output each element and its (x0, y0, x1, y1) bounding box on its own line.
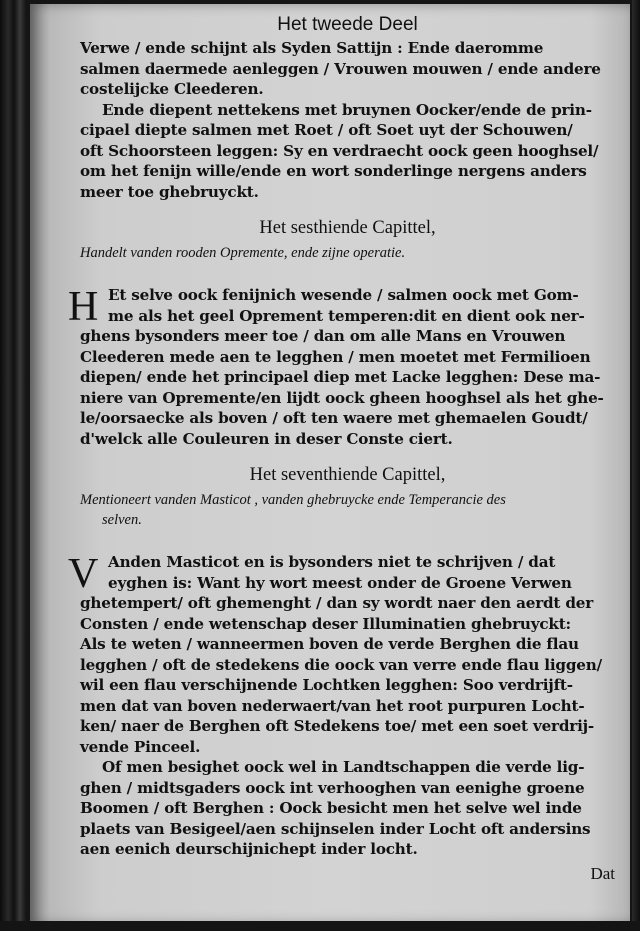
text-line: men dat van boven nederwaert/van het root purpuren Locht- (80, 696, 585, 715)
text-line: niere van Opremente/en lijdt oock gheen hooghsel als het ghe- (80, 388, 604, 407)
text-line: cipael diepte salmen met Roet / oft Soet uyt der Schouwen/ (80, 121, 573, 139)
text-line: vende Pinceel. (80, 737, 201, 756)
text-line: meer toe ghebruyckt. (80, 182, 259, 201)
chapter-17-subtitle: selven. (102, 512, 142, 528)
text-line: Ende diepent nettekens met bruynen Oocker/ende de prin- (102, 100, 592, 119)
text-line: plaets van Besigeel/aen schijnselen inder Locht oft andersins (80, 819, 591, 838)
text-line: costelijcke Cleederen. (80, 80, 264, 98)
text-line: diepen/ ende het principael diep met Lacke legghen: Dese ma- (80, 368, 601, 386)
text-line: oft Schoorsteen leggen: Sy en verdraecht oock geen hooghsel/ (80, 141, 599, 160)
text-line: aen eenich deurschijnichept inder locht. (80, 840, 418, 858)
running-head: Het tweede Deel (277, 14, 418, 35)
text-line: wil een flau verschijnende Lochtken legghen: Soo verdrijft- (80, 676, 573, 694)
chapter-16-paragraph (68, 284, 615, 449)
text-line: ken/ naer de Berghen oft Stedekens toe/ met een soet verdrij- (80, 717, 595, 735)
text-line: Anden Masticot en is bysonders niet te schrijven / dat (108, 553, 556, 571)
page-edge (632, 0, 640, 931)
text-line: salmen daermede aenleggen / Vrouwen mouwen / ende andere (80, 59, 601, 78)
text-line: Cleederen mede aen te legghen / men moetet met Fermilioen (80, 347, 591, 366)
chapter-17-subtitle: Mentioneert vanden Masticot , vanden ghebruycke ende Temperancie des (80, 492, 506, 508)
text-line: me als het geel Oprement temperen:dit en dient ook ner- (108, 306, 585, 325)
chapter-17-title: Het seventhiende Capittel, (249, 465, 446, 485)
text-line: d'welck alle Couleuren in deser Conste ciert. (80, 429, 453, 448)
text-line: le/oorsaecke als boven / oft ten waere met ghemaelen Goudt/ (80, 409, 588, 427)
drop-cap: H (68, 284, 99, 330)
text-line: ghens bysonders meer toe / dan om alle Mans en Vrouwen (80, 327, 566, 345)
chapter-16-title: Het sesthiende Capittel, (259, 218, 436, 238)
bottom-edge (0, 921, 640, 931)
text-line: ghetempert/ oft ghemenght / dan sy wordt naer den aerdt der (80, 594, 594, 612)
text-line: Als te weten / wanneermen boven de verde Berghen die flau (80, 635, 579, 653)
text-line: legghen / oft de stedekens die oock van verre ende flau liggen/ (80, 655, 602, 674)
page-text (68, 14, 615, 884)
text-line: eyghen is: Want hy wort meest onder de Groene Verwen (108, 573, 572, 592)
text-line: Et selve oock fenijnich wesende / salmen oock met Gom- (108, 286, 579, 304)
text-line: Verwe / ende schijnt als Syden Sattijn : Ende daeromme (80, 39, 544, 57)
text-line: Boomen / oft Berghen : Oock besicht men het selve wel inde (80, 799, 582, 817)
book-page (30, 4, 630, 924)
chapter-17-paragraph (68, 551, 615, 860)
text-line: ghen / midtsgaders oock int verhooghen van eenighe groene (80, 778, 585, 797)
text-line: om het fenijn wille/ende en wort sonderlinge nergens anders (80, 162, 587, 180)
drop-cap: V (68, 551, 99, 597)
text-line: Of men besighet oock wel in Landtschappen die verde lig- (102, 758, 585, 776)
chapter-16-subtitle: Handelt vanden rooden Opremente, ende zijne operatie. (80, 245, 406, 261)
catchword: Dat (590, 863, 615, 883)
text-line: Consten / ende wetenschap deser Illuminatien ghebruyckt: (80, 614, 571, 633)
